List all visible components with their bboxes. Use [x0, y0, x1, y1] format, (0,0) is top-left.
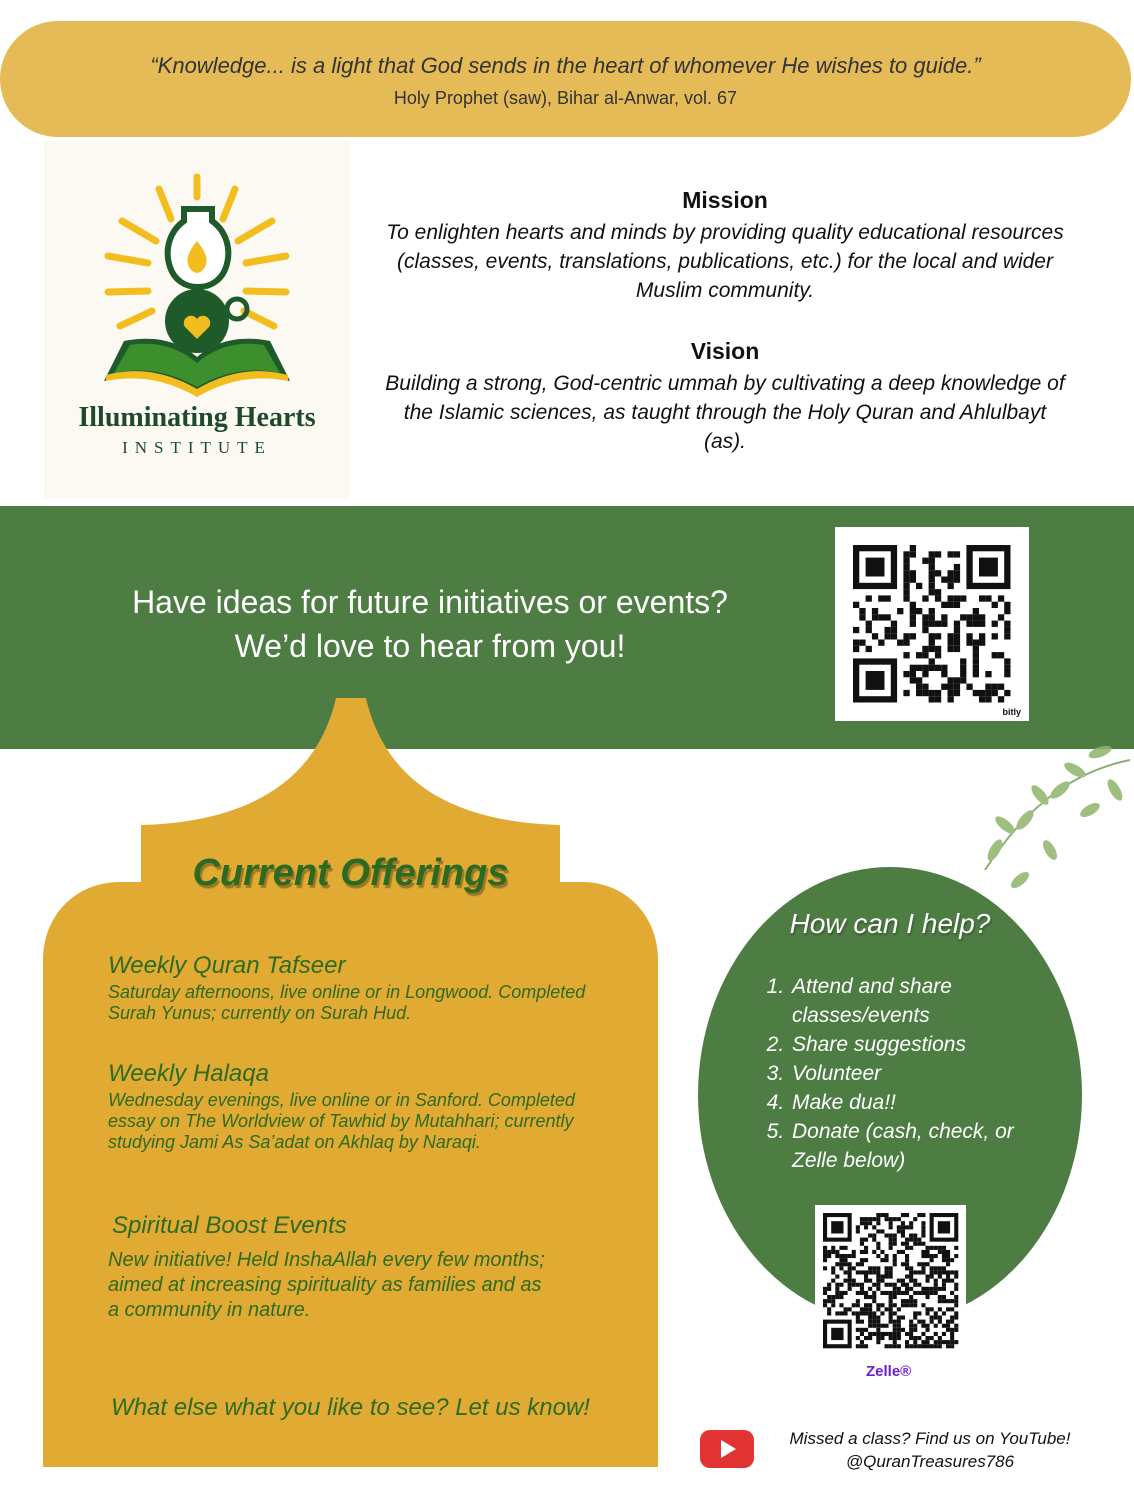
ideas-line-2: We’d love to hear from you! — [234, 628, 626, 664]
youtube-text — [760, 1427, 1100, 1473]
offering-title: Weekly Halaqa — [108, 1060, 269, 1087]
leaves-decoration-icon — [985, 743, 1130, 891]
offering-item — [108, 1060, 628, 1153]
qr-code-icon — [815, 1205, 966, 1350]
help-item: 2. Share suggestions — [790, 1030, 1090, 1059]
help-title: How can I help? — [789, 908, 991, 939]
quote-text: “Knowledge... is a light that God sends in the heart of whomever He wishes to guide.” — [150, 53, 981, 78]
vision-text: Building a strong, God-centric ummah by cultivating a deep knowledge of the Islamic sciences, as taught through the Holy Quran and Ahlulbayt (as). — [385, 372, 1065, 453]
quote-source: Holy Prophet (saw), Bihar al-Anwar, vol. 67 — [393, 88, 738, 108]
offering-desc: Saturday afternoons, live online or in Longwood. Completed Surah Yunus; currently on Surah Hud. — [108, 982, 586, 1023]
offering-item — [108, 952, 628, 1024]
youtube-line-1: Missed a class? Find us on YouTube! — [789, 1429, 1071, 1448]
mission-text: To enlighten hearts and minds by providing quality educational resources (classes, events, translations, publications, etc.) for the local and wider Muslim community. — [386, 221, 1064, 302]
offering-desc: New initiative! Held InshaAllah every few months; aimed at increasing spirituality as families and as a community in nature. — [108, 1249, 545, 1321]
help-item: 1. Attend and share classes/events — [790, 972, 1090, 1030]
help-item: 4. Make dua!! — [790, 1088, 1090, 1117]
youtube-icon[interactable] — [700, 1430, 754, 1468]
help-item: 5. Donate (cash, check, or Zelle below) — [790, 1117, 1022, 1175]
logo-name: Illuminating Hearts — [78, 402, 316, 433]
offerings-title: Current Offerings — [192, 852, 509, 894]
zelle-logo: Zelle® — [866, 1363, 912, 1380]
logo-subtitle: INSTITUTE — [122, 438, 272, 457]
offerings-footer: What else what you like to see? Let us know! — [111, 1394, 590, 1421]
offering-desc: Wednesday evenings, live online or in Sanford. Completed essay on The Worldview of Tawhid by Mutahhari; currently studying Jami As Sa’adat on Akhlaq by Naraqi. — [108, 1090, 575, 1152]
qr-label: bitly — [1002, 707, 1021, 717]
offering-title: Spiritual Boost Events — [112, 1212, 347, 1239]
ideas-line-1: Have ideas for future initiatives or events? — [132, 584, 728, 620]
youtube-channel-link[interactable]: @QuranTreasures786 — [845, 1452, 1015, 1471]
mission-title: Mission — [682, 187, 768, 213]
offering-title: Weekly Quran Tafseer — [108, 952, 346, 979]
offering-item — [108, 1212, 628, 1323]
help-item: 3. Volunteer — [790, 1059, 1090, 1088]
zelle-qr-code[interactable] — [815, 1205, 966, 1350]
vision-title: Vision — [690, 338, 760, 364]
help-list — [770, 972, 1090, 1175]
